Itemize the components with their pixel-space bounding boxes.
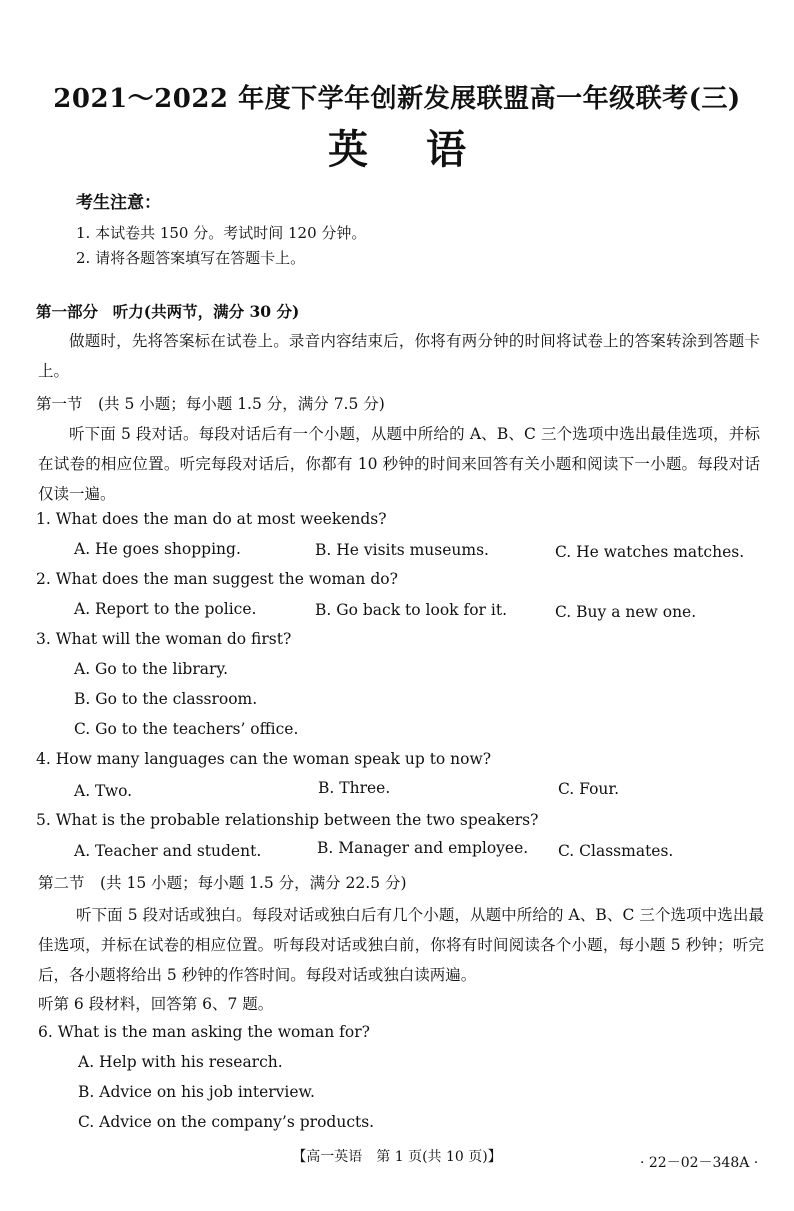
question-3: 3. What will the woman do first? [36,630,292,648]
option-4b: B. Three. [318,779,391,797]
exam-title: 2021～2022 年度下学年创新发展联盟高一年级联考(三) [53,84,741,114]
notice-heading: 考生注意： [76,193,161,213]
option-3c: C. Go to the teachers’ office. [74,720,299,738]
option-4a: A. Two. [74,782,133,800]
section-two-heading: 第二节 (共 15 小题；每小题 1.5 分，满分 22.5 分) [38,874,407,892]
material-note: 听第 6 段材料，回答第 6、7 题。 [38,995,274,1013]
exam-code: · 22－02－348A · [640,1155,759,1171]
option-2a: A. Report to the police. [74,600,257,618]
option-2c: C. Buy a new one. [555,603,697,621]
option-1a: A. He goes shopping. [74,540,241,558]
section-one-heading: 第一节 (共 5 小题；每小题 1.5 分，满分 7.5 分) [36,395,385,413]
option-6a: A. Help with his research. [78,1053,283,1071]
option-6b: B. Advice on his job interview. [78,1083,315,1101]
option-5c: C. Classmates. [558,842,674,860]
option-6c: C. Advice on the company’s products. [78,1113,375,1131]
notice-item: 2. 请将各题答案填写在答题卡上。 [76,249,306,267]
section-two-instruction: 听下面 5 段对话或独白。每段对话或独白后有几个小题，从题中所给的 A、B、C 三个选项中选出最佳选项，并标在试卷的相应位置。听每段对话或独白前，你将有时间阅读各个小题，每小题 5 秒钟；听完后，各小题将给出 5 秒钟的作答时间。每段对话或独白读两遍。 [38,906,764,984]
part-one-instruction: 做题时，先将答案标在试卷上。录音内容结束后，你将有两分钟的时间将试卷上的答案转涂到答题卡上。 [38,332,760,380]
question-1: 1. What does the man do at most weekends? [36,510,387,528]
notice-item: 1. 本试卷共 150 分。考试时间 120 分钟。 [76,224,367,242]
part-one-title: 听力(共两节，满分 30 分) [112,302,300,321]
subject-title: 英语 [328,126,524,173]
section-one-instruction: 听下面 5 段对话。每段对话后有一个小题，从题中所给的 A、B、C 三个选项中选出最佳选项，并标在试卷的相应位置。听完每段对话后，你都有 10 秒钟的时间来回答有关小题和阅读下一小题。每段对话仅读一遍。 [38,425,760,503]
question-5: 5. What is the probable relationship between the two speakers? [36,811,539,829]
option-3b: B. Go to the classroom. [74,690,258,708]
part-one-label: 第一部分 [36,302,99,321]
option-1b: B. He visits museums. [315,541,489,559]
option-3a: A. Go to the library. [74,660,229,678]
question-4: 4. How many languages can the woman speak up to now? [36,750,492,768]
option-4c: C. Four. [558,780,620,798]
part-one-heading [36,300,299,322]
option-2b: B. Go back to look for it. [315,601,507,619]
question-6: 6. What is the man asking the woman for? [38,1023,370,1041]
page-footer: 【高一英语 第 1 页(共 10 页)】 [292,1149,502,1165]
option-1c: C. He watches matches. [555,543,745,561]
question-2: 2. What does the man suggest the woman do? [36,570,398,588]
option-5a: A. Teacher and student. [74,842,262,860]
option-5b: B. Manager and employee. [317,839,529,857]
